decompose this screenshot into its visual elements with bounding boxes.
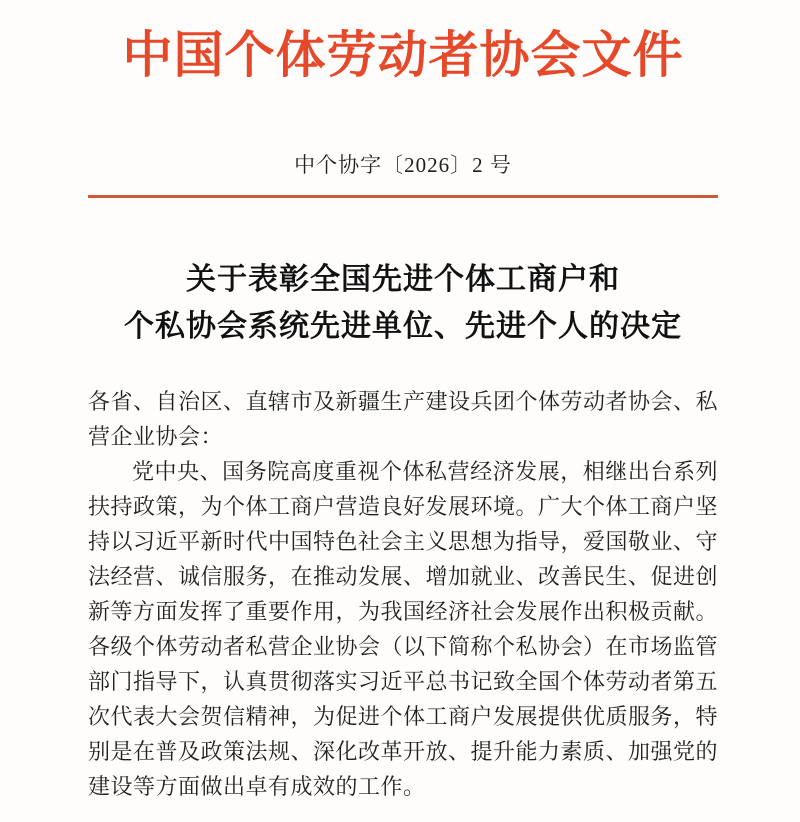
- body-line: 法经营、诚信服务，在推动发展、增加就业、改善民生、促进创: [88, 564, 719, 589]
- document-title-line: 关于表彰全国先进个体工商户和: [186, 263, 620, 296]
- body-line: 各省、自治区、直辖市及新疆生产建设兵团个体劳动者协会、私: [88, 389, 719, 414]
- body-line: 建设等方面做出卓有成效的工作。: [88, 774, 426, 799]
- body-line: 扶持政策，为个体工商户营造良好发展环境。广大个体工商户坚: [88, 494, 719, 519]
- body-line: 部门指导下，认真贯彻落实习近平总书记致全国个体劳动者第五: [88, 669, 719, 694]
- body-line: 营企业协会：: [88, 424, 224, 449]
- org-letterhead-title: 中国个体劳动者协会文件: [122, 27, 684, 83]
- red-separator-line: [88, 195, 718, 198]
- document-title: [88, 256, 718, 350]
- body-line: 各级个体劳动者私营企业协会（以下简称个私协会）在市场监管: [88, 634, 719, 659]
- document-title-line: 个私协会系统先进单位、先进个人的决定: [124, 310, 682, 343]
- body-line: 别是在普及政策法规、深化改革开放、提升能力素质、加强党的: [88, 739, 719, 764]
- document-content: [0, 16, 800, 804]
- body-line: 党中央、国务院高度重视个体私营经济发展，相继出台系列: [132, 459, 718, 484]
- document-number: 中个协字〔2026〕2 号: [294, 153, 512, 177]
- body-line: 新等方面发挥了重要作用，为我国经济社会发展作出积极贡献。: [88, 599, 719, 624]
- body-line: 次代表大会贺信精神，为促进个体工商户发展提供优质服务，特: [88, 704, 719, 729]
- document-body: [88, 384, 718, 804]
- body-line: 持以习近平新时代中国特色社会主义思想为指导，爱国敬业、守: [88, 529, 719, 554]
